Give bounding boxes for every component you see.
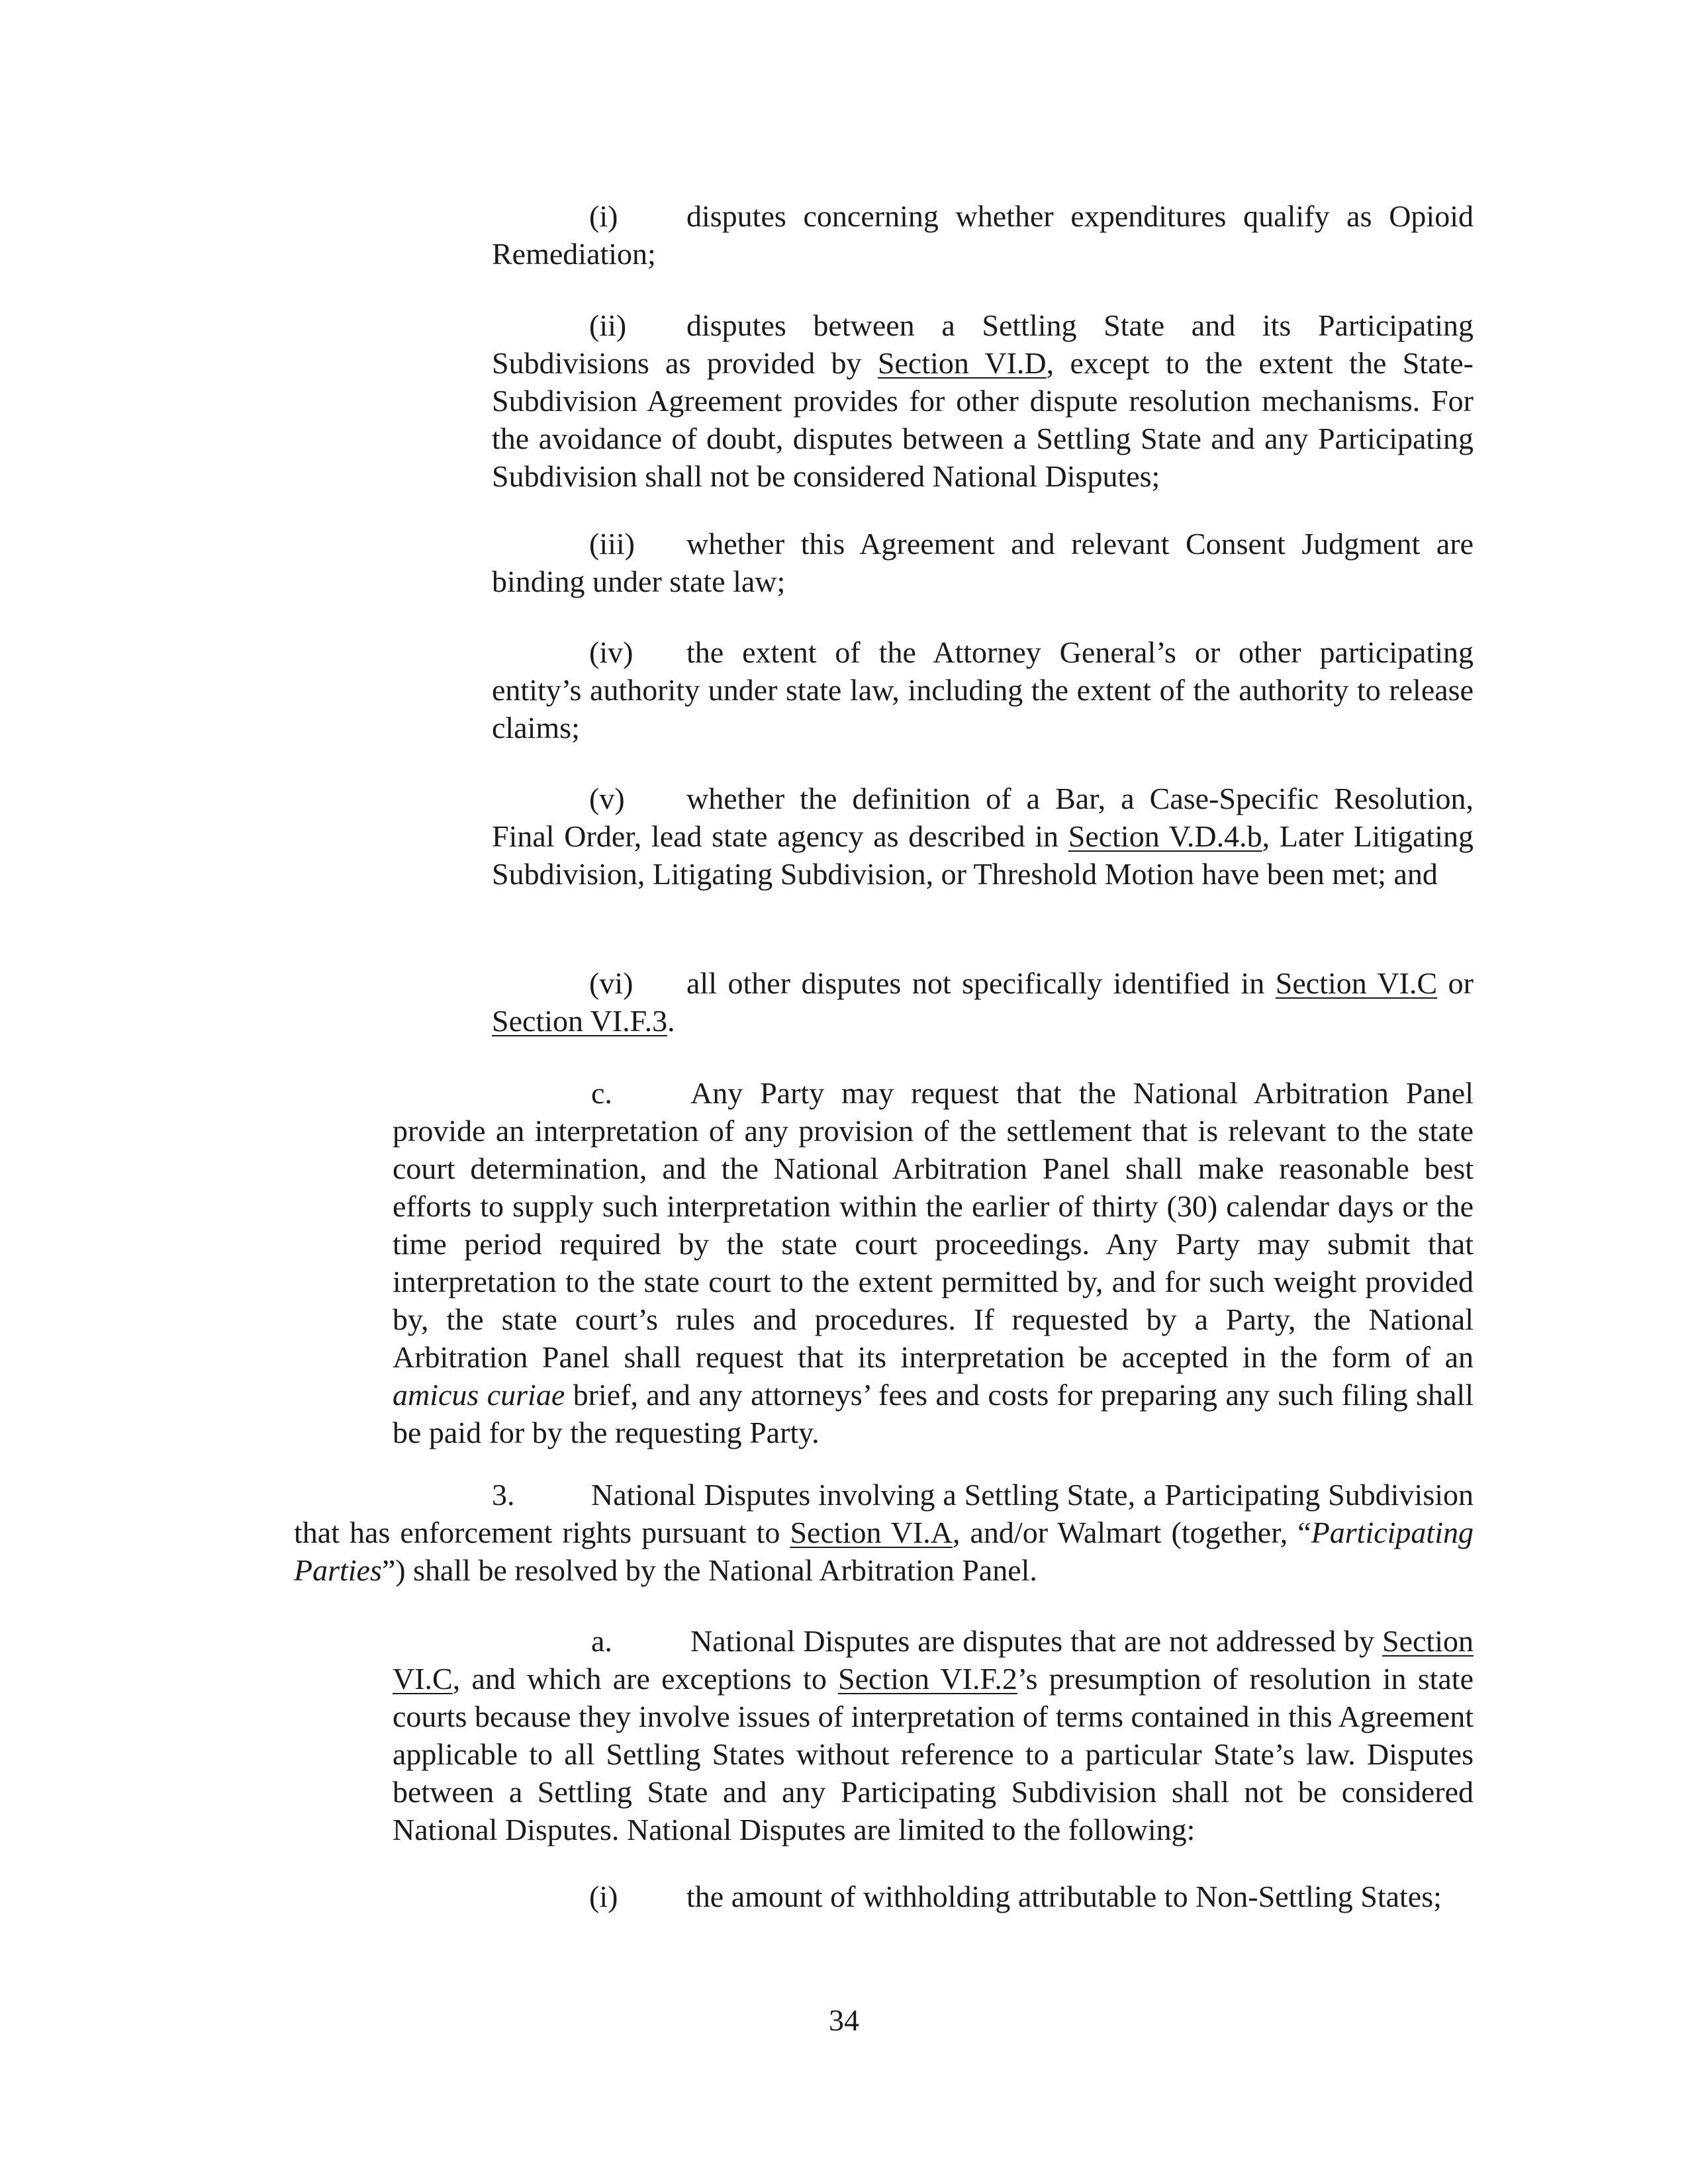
- section-reference-link[interactable]: Section VI.A: [790, 1516, 953, 1549]
- item-iv-attorney-general-authority: [492, 633, 1474, 747]
- section-reference-link[interactable]: Section V.D.4.b: [1068, 819, 1262, 853]
- page-number: 34: [829, 2003, 859, 2037]
- item-text: , and/or Walmart (together, “: [952, 1516, 1311, 1549]
- item-i-withholding: [492, 1878, 1474, 1915]
- section-reference-link[interactable]: Section VI.D: [877, 346, 1047, 380]
- item-label: (v): [589, 782, 625, 815]
- item-text: whether the definition of a Bar, a Case-Specific Resolution, Final Order, lead state agency as described in: [492, 782, 1474, 853]
- item-vi-other-disputes: [492, 964, 1474, 1040]
- item-text: disputes between a Settling State and its Participating Subdivisions as provided by: [492, 308, 1474, 380]
- item-i-opioid-remediation: [492, 197, 1474, 273]
- item-label: a.: [591, 1624, 612, 1658]
- item-ii-subdivision-disputes: [492, 306, 1474, 495]
- item-label: (iii): [589, 527, 635, 561]
- item-label: (vi): [589, 966, 633, 1000]
- italic-term: amicus curiae: [393, 1378, 565, 1412]
- section-reference-link[interactable]: Section VI.F.2: [838, 1662, 1017, 1696]
- item-label: 3.: [492, 1478, 515, 1512]
- item-label: c.: [591, 1076, 612, 1110]
- item-text: , except to the extent the State-Subdivision Agreement provides for other dispute resolution mechanisms. For the avoidance of doubt, disputes between a Settling State and any Participating Subdivision shall not be considered National Disputes;: [492, 346, 1474, 493]
- item-text: the amount of withholding attributable to Non-Settling States;: [686, 1880, 1442, 1913]
- item-text: National Disputes are disputes that are not addressed by: [690, 1624, 1383, 1658]
- item-text: all other disputes not specifically identified in: [686, 966, 1276, 1000]
- item-text: National Disputes involving a Settling State, a Participating Subdivision that has enforcement rights pursuant to: [294, 1478, 1474, 1549]
- item-3-national-disputes: [294, 1476, 1474, 1589]
- item-label: (ii): [589, 308, 627, 342]
- item-label: (i): [589, 199, 618, 233]
- item-text: brief, and any attorneys’ fees and costs for preparing any such filing shall be paid for by the requesting Party.: [393, 1378, 1474, 1449]
- item-text: , and which are exceptions to: [452, 1662, 839, 1696]
- item-text: Any Party may request that the National Arbitration Panel provide an interpretation of any provision of the settlement that is relevant to the state court determination, and the National Arbitration Panel shall make reasonable best efforts to supply such interpretation within the earlier of thirty (30) calendar days or the time period required by the state court proceedings. Any Party may submit that interpretation to the state court to the extent permitted by, and for such weight provided by, the state court’s rules and procedures. If requested by a Party, the National Arbitration Panel shall request that its interpretation be accepted in the form of an: [393, 1076, 1474, 1374]
- italic-term: Participating Parties: [294, 1516, 1474, 1587]
- item-v-definitions: [492, 780, 1474, 893]
- item-iii-binding-state-law: [492, 525, 1474, 600]
- item-label: (i): [589, 1880, 618, 1913]
- item-text: disputes concerning whether expenditures qualify as Opioid Remediation;: [492, 199, 1474, 271]
- item-text: or: [1437, 966, 1474, 1000]
- item-c-interpretation-request: [393, 1074, 1474, 1451]
- item-text: , Later Litigating Subdivision, Litigating Subdivision, or Threshold Motion have been met; and: [492, 819, 1474, 891]
- item-text: ’s presumption of resolution in state courts because they involve issues of interpretation of terms contained in this Agreement applicable to all Settling States without reference to a particular State’s law. Disputes between a Settling State and any Participating Subdivision shall not be considered National Disputes. National Disputes are limited to the following:: [393, 1662, 1474, 1846]
- item-a-national-disputes-definition: [393, 1622, 1474, 1848]
- item-text: ”) shall be resolved by the National Arbitration Panel.: [381, 1553, 1037, 1587]
- item-text: .: [667, 1004, 675, 1038]
- item-text: the extent of the Attorney General’s or other participating entity’s authority under state law, including the extent of the authority to release claims;: [492, 635, 1474, 745]
- section-reference-link[interactable]: Section VI.F.3: [492, 1004, 668, 1038]
- item-text: whether this Agreement and relevant Consent Judgment are binding under state law;: [492, 527, 1474, 598]
- section-reference-link[interactable]: Section VI.C: [393, 1624, 1474, 1696]
- section-reference-link[interactable]: Section VI.C: [1275, 966, 1438, 1000]
- item-label: (iv): [589, 635, 633, 669]
